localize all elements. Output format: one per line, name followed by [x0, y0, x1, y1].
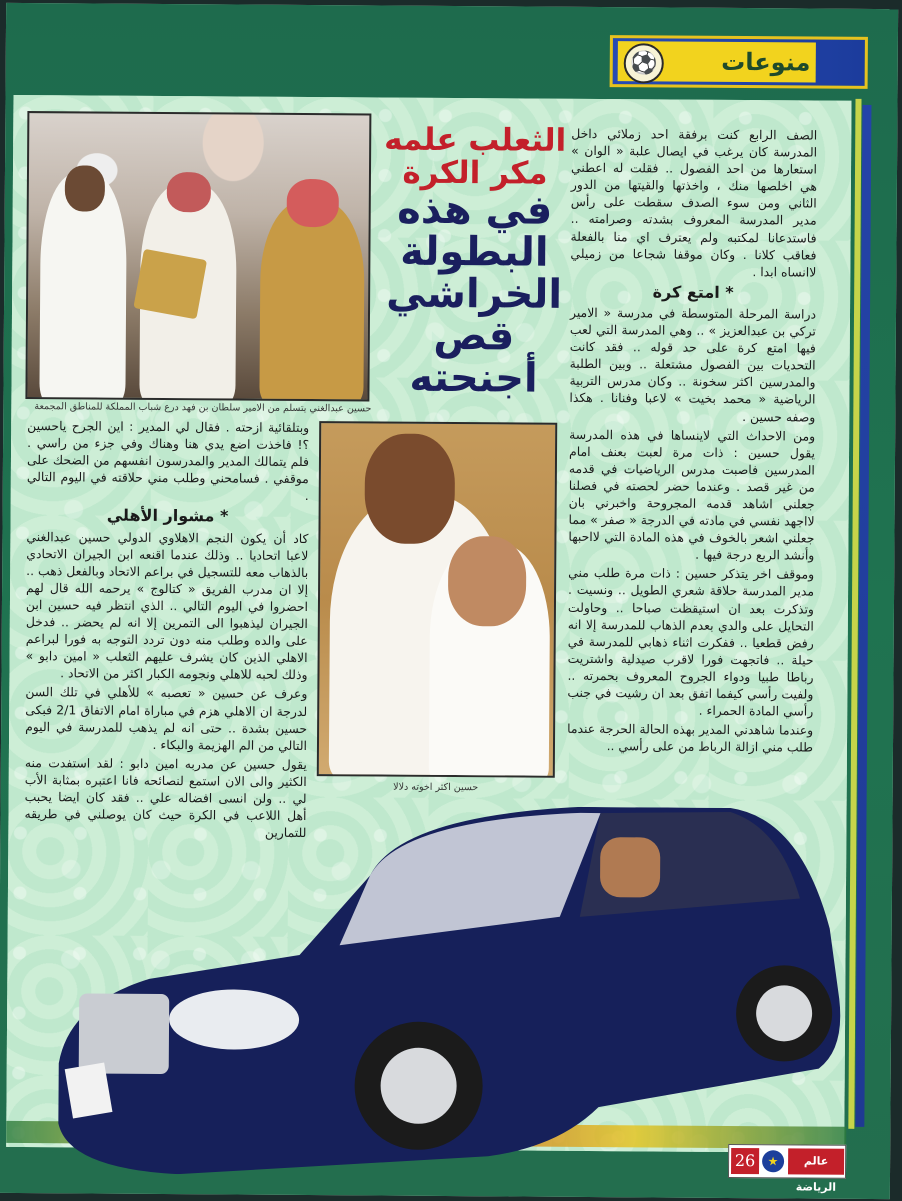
official-figure [259, 201, 364, 402]
paragraph: ومن الاحداث التي لاينساها في هذه المدرسة يقول حسين : ذات مرة لعبت بعنف امام المدرسين فاصبت مدرس الرياضيات في قدمه من غير قصد . وعندما حضر لحصته في فصلنا جعلني اشاهد قدمه المجروحة واخبرني بان لااجهد نفسي في مادته في الدرجة « صفر » مما جعلني اشعر بالخوف في هذه المادة التي لااحبها وأنشد الربع درجة فيها . [568, 426, 816, 563]
magazine-logo-icon: ★ [762, 1150, 784, 1172]
driver [600, 837, 660, 897]
paragraph: وبتلقائية ازحته . فقال لي المدير : اين الجرح ياحسين ؟! فاخذت اضع يدي هنا وهناك وفي جزء من راسي . فلم يتمالك المدير والمدرسون انفسهم من الضحك على موقفي . فسامحني وطلب مني حلاقته في اليوم التالي . [26, 418, 310, 504]
official-head [287, 179, 339, 227]
page-number: 26 [731, 1148, 759, 1174]
headline-line-5: الخراشي [385, 270, 563, 318]
paragraph: وموقف اخر يتذكر حسين : ذات مرة طلب مني مدير المدرسة حلاقة شعري الطويل .. ونسيت . وتذكرت بعد ان استيقظت صباحا .. وحاولت التحايل على والدي بعدم الذهاب للمدرسة إلا انه رفض قطعيا .. ففكرت اثناء ذهابي للمدرسة في حيلة .. فاتجهت فورا لاقرب صيدلية واشتريت رباطا طبيا ودواء الجروح المعروف بحمرته .. ولفيت رأسي كيفما اتفق بعد ان رشيت في جنب رأسي المادة الحمراء . [567, 565, 815, 719]
prince-head [167, 172, 211, 212]
headline-line-4: البطولة [400, 228, 549, 276]
award-ceremony-photo [25, 111, 371, 401]
headline-line-6: قص أجنحته [409, 312, 538, 402]
photo1-caption: حسين عبدالغني يتسلم من الامير سلطان بن فهد درع شباب المملكة للمناطق المجمعة [34, 401, 372, 415]
headline-line-2: مكر الكرة [402, 154, 548, 192]
front-grille [79, 993, 170, 1074]
man-head [364, 433, 455, 544]
photo2-caption: حسين اكثر اخوته دلالا [393, 781, 479, 794]
father-son-photo [317, 421, 557, 778]
paragraph: دراسة المرحلة المتوسطة في مدرسة « الامير تركي بن عبدالعزيز » .. وهي المدرسة التي لعب فيها امتع كرة على حد قوله .. فقد كانت التحديات بين الفصول مشتعلة .. وبين الطلبة والمدرسين اكثر سخونة .. وكان مدرس التربية الرياضية « محمد بخيت » لاعبا وفنانا . هكذا وصفه حسين . [569, 304, 817, 425]
paragraph: يقول حسين عن مدربه امين دابو : لقد استفدت منه الكثير والى الان استمع لنصائحه فانا اعتبره بمثابة الأب لي .. ولن انسى افضاله علي .. فقد كان ايضا يحبب أهل اللاعب في الكرة حيث كان يوصلني في طريقه للتمارين [24, 754, 307, 841]
award-plaque [133, 249, 207, 320]
paragraph: وعرف عن حسين « تعصبه » للأهلي في تلك السن لدرجة ان الاهلي هزم في مباراة امام الاتفاق 2/1 فبكى حسين بشدة .. حتى انه لم يذهب للمدرسة في اليوم التالي من الم الهزيمة والبكاء . [25, 684, 308, 753]
paragraph: كاد أن يكون النجم الاهلاوي الدولي حسين عبدالغني لاعبا اتحاديا .. وذلك عندما اقنعه ابن الجيران الاتحادي بالذهاب معه للتسجيل في براعم الاتحاد وبالفعل ذهب .. إلا ان مدرب الفريق « كتالوج » يرحمه الله قال لهم احضروا في اليوم التالي .. الذي انتظر فيه حسين ابن الجيران ليذهبوا الى التمرين إلا انه لم يحضر .. فدخل على والده وطلب منه دون تردد التوجه به فورا لبراعم الاهلي الذين كان يشرف عليهم الثعلب « امين دابو » وذلك لحبه للاهلي ونجومه الكبار اكثر من الاتحاد . [25, 528, 309, 683]
right-text-column [567, 125, 817, 758]
paragraph: الصف الرابع كنت برفقة احد زملائي داخل المدرسة كان يرغب في ايصال علبة « الوان » استعارها من احد الفصول .. فقلت له اعطني هي اخلصها منك ، واخذتها والقيتها من الدور الثاني ومن سوء الصدف سقطت على رأس مدير المدرسة المعروف بشدته وصرامته .. فاستدعانا لمكتبه ولم يعترف اي منا بالفعلة فعاقب كلانا . وكان موقفا شجاعا من زميلي لاانساه ابدا . [570, 125, 818, 280]
left-text-column [24, 417, 309, 843]
rear-hubcap [756, 985, 812, 1041]
boy-head [65, 165, 105, 211]
article-headline [375, 121, 573, 402]
magazine-name: عالم الرياضة [788, 1148, 844, 1174]
paragraph: وعندما شاهدني المدير بهذه الحالة الحرجة عندما طلب مني ازالة الرباط من على رأسي .. [567, 721, 814, 755]
magazine-page [0, 3, 898, 1199]
license-plate [65, 1063, 113, 1119]
headline-line-1: الثعلب علمه [384, 121, 567, 159]
convertible-car-photo [38, 803, 847, 1179]
soccer-player-icon: ⚽ [624, 43, 664, 83]
headline-line-3: في هذه [397, 186, 553, 234]
subheading: * امتع كرة [652, 282, 734, 302]
subheading: * مشوار الأهلي [106, 506, 229, 526]
section-title: منوعات [721, 47, 811, 77]
boy-head [448, 536, 527, 627]
front-hubcap [380, 1048, 457, 1125]
